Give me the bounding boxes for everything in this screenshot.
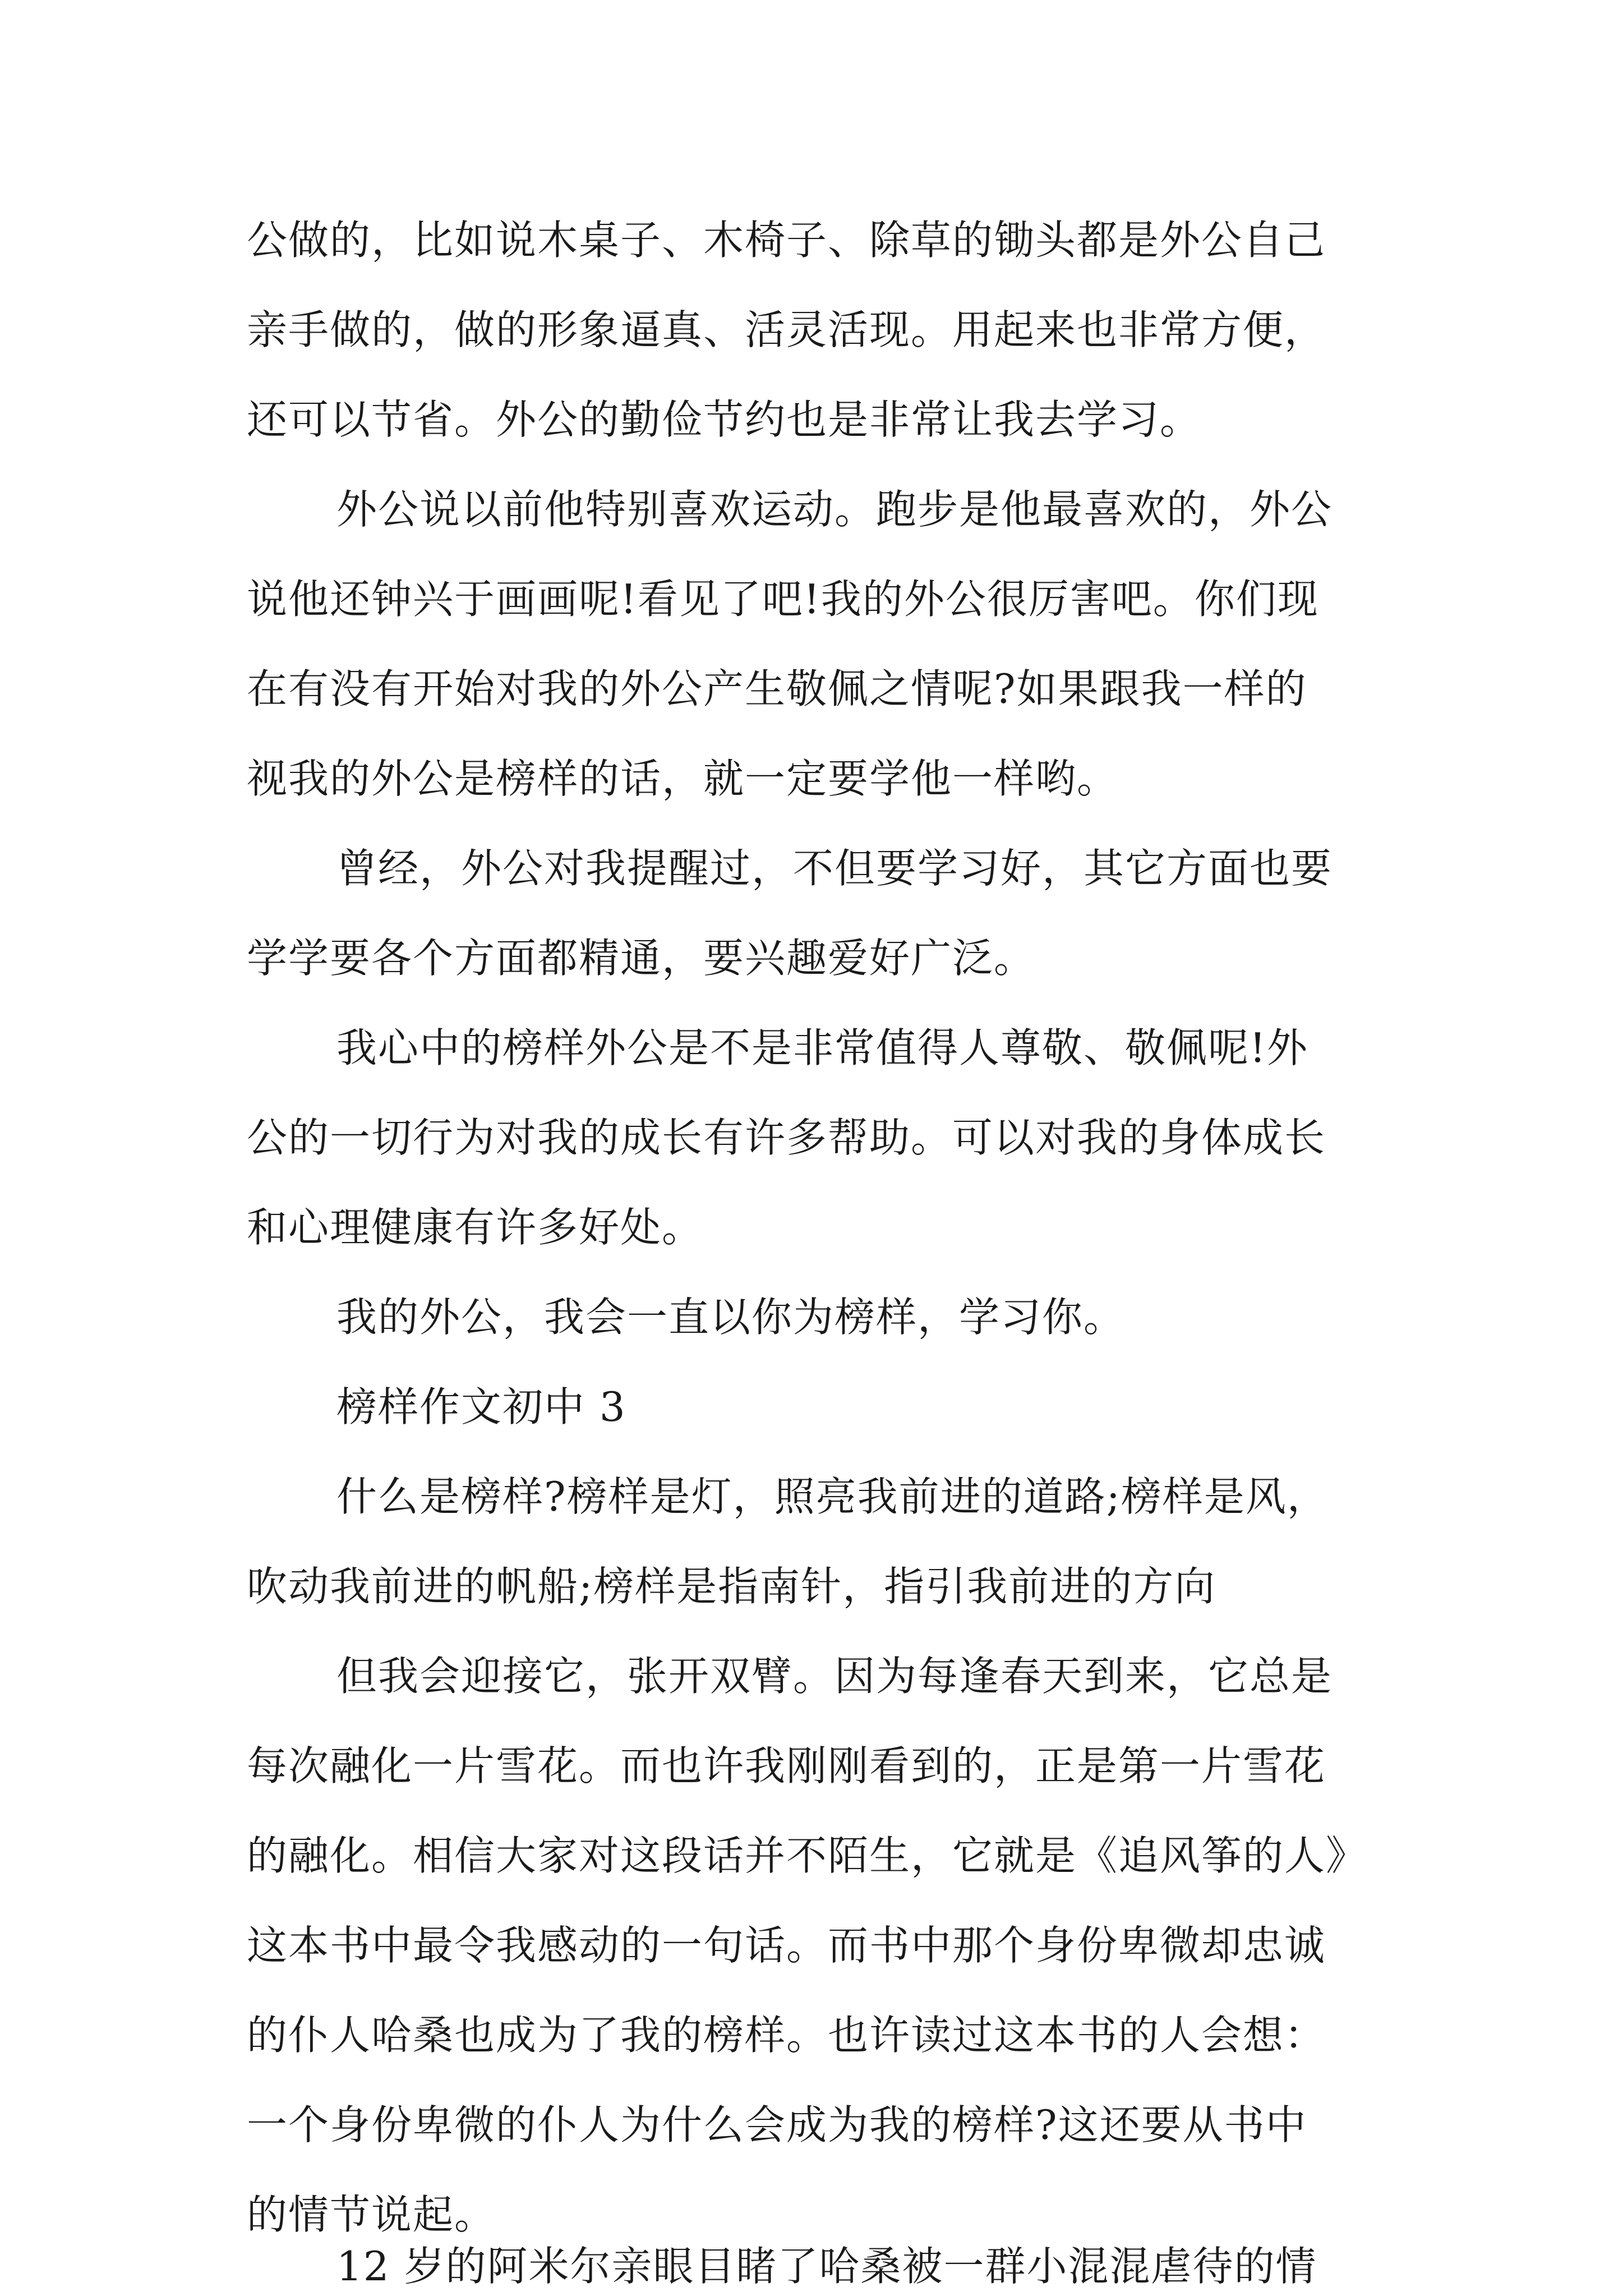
text-line: 公做的，比如说木桌子、木椅子、除草的锄头都是外公自己 xyxy=(247,217,1326,264)
text-line: 一个身份卑微的仆人为什么会成为我的榜样?这还要从书中 xyxy=(247,2101,1307,2148)
text-line: 和心理健康有许多好处。 xyxy=(247,1204,704,1251)
text-line: 的融化。相信大家对这段话并不陌生，它就是《追风筝的人》 xyxy=(247,1832,1368,1879)
text-line: 但我会迎接它，张开双臂。因为每逢春天到来，它总是 xyxy=(336,1653,1333,1700)
text-line: 每次融化一片雪花。而也许我刚刚看到的，正是第一片雪花 xyxy=(247,1742,1326,1789)
text-line: 外公说以前他特别喜欢运动。跑步是他最喜欢的，外公 xyxy=(336,486,1333,533)
text-line: 说他还钟兴于画画呢!看见了吧!我的外公很厉害吧。你们现 xyxy=(247,576,1319,623)
text-line: 公的一切行为对我的成长有许多帮助。可以对我的身体成长 xyxy=(247,1114,1326,1161)
text-line: 我的外公，我会一直以你为榜样，学习你。 xyxy=(336,1294,1126,1341)
text-line: 的仆人哈桑也成为了我的榜样。也许读过这本书的人会想： xyxy=(247,2012,1326,2059)
text-line: 学学要各个方面都精通，要兴趣爱好广泛。 xyxy=(247,935,1036,982)
text-line: 这本书中最令我感动的一句话。而书中那个身份卑微却忠诚 xyxy=(247,1922,1326,1969)
text-line: 在有没有开始对我的外公产生敬佩之情呢?如果跟我一样的 xyxy=(247,665,1307,712)
text-line: 12 岁的阿米尔亲眼目睹了哈桑被一群小混混虐待的情 xyxy=(336,2243,1317,2290)
text-line: 吹动我前进的帆船;榜样是指南针，指引我前进的方向 xyxy=(247,1563,1216,1610)
text-line: 我心中的榜样外公是不是非常值得人尊敬、敬佩呢!外 xyxy=(336,1024,1308,1071)
text-line: 的情节说起。 xyxy=(247,2191,496,2238)
text-line: 曾经，外公对我提醒过，不但要学习好，其它方面也要 xyxy=(336,845,1333,892)
text-line: 视我的外公是榜样的话，就一定要学他一样哟。 xyxy=(247,755,1119,802)
text-line: 亲手做的，做的形象逼真、活灵活现。用起来也非常方便， xyxy=(247,306,1326,353)
section-heading: 榜样作文初中 3 xyxy=(336,1383,626,1430)
text-line: 还可以节省。外公的勤俭节约也是非常让我去学习。 xyxy=(247,396,1202,443)
text-line: 什么是榜样?榜样是灯，照亮我前进的道路;榜样是风， xyxy=(336,1473,1329,1520)
